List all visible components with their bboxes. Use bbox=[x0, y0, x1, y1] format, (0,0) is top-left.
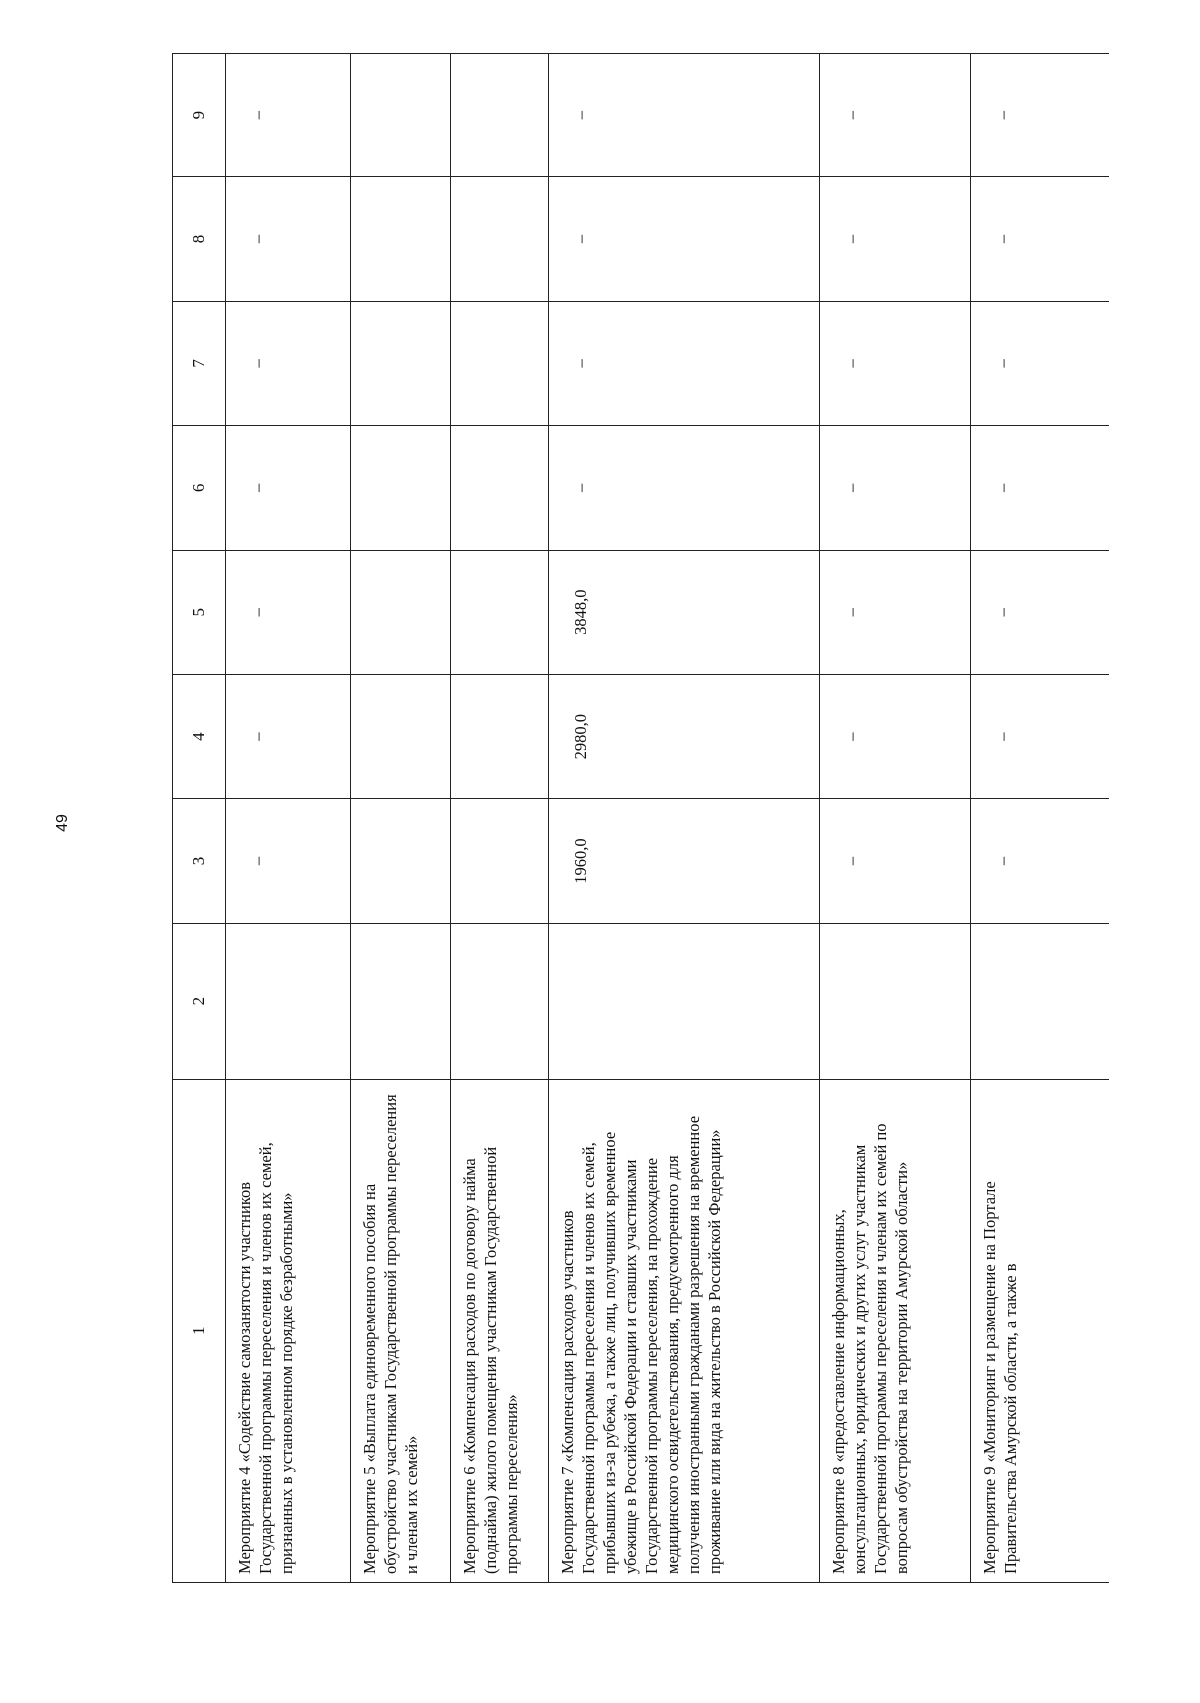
value-cell bbox=[226, 923, 351, 1079]
value-cell bbox=[351, 54, 451, 177]
value-cell bbox=[351, 177, 451, 301]
value-cell bbox=[351, 674, 451, 798]
table-row bbox=[820, 54, 971, 1583]
table-row bbox=[451, 54, 549, 1583]
value-cell bbox=[971, 923, 1110, 1079]
value-cell: – bbox=[226, 54, 351, 177]
value-cell: – bbox=[971, 550, 1110, 674]
value-cell: – bbox=[226, 301, 351, 425]
value-cell: – bbox=[971, 799, 1110, 923]
value-cell: – bbox=[226, 550, 351, 674]
table-frame bbox=[172, 53, 1109, 1583]
value-cell: – bbox=[820, 54, 971, 177]
value-cell: – bbox=[971, 54, 1110, 177]
value-cell: 1960,0 bbox=[549, 799, 820, 923]
row-description: Мероприятие 4 «Содействие самозанятости участников Государственной программы переселения и членов их семей, признанных в установленном порядке безработными» bbox=[226, 1079, 351, 1582]
value-cell: 3848,0 bbox=[549, 550, 820, 674]
page-number: 49 bbox=[54, 814, 71, 832]
value-cell bbox=[451, 426, 549, 550]
schedule-table bbox=[172, 53, 1109, 1583]
value-cell: – bbox=[226, 674, 351, 798]
table-row bbox=[351, 54, 451, 1583]
row-description: Мероприятие 9 «Мониторинг и размещение на Портале Правительства Амурской области, а также в bbox=[971, 1079, 1110, 1582]
header-cell: 2 bbox=[173, 923, 226, 1079]
value-cell bbox=[820, 923, 971, 1079]
row-description: Мероприятие 5 «Выплата единовременного пособия на обустройство участникам Государственной программы переселения и членам их семей» bbox=[351, 1079, 451, 1582]
value-cell bbox=[451, 674, 549, 798]
value-cell: – bbox=[226, 426, 351, 550]
value-cell: – bbox=[226, 177, 351, 301]
value-cell: – bbox=[820, 301, 971, 425]
value-cell: – bbox=[549, 54, 820, 177]
value-cell bbox=[451, 301, 549, 425]
table-header-row bbox=[173, 54, 226, 1583]
rotated-table-container bbox=[172, 53, 1109, 1583]
header-cell: 7 bbox=[173, 301, 226, 425]
value-cell bbox=[451, 799, 549, 923]
value-cell: 2980,0 bbox=[549, 674, 820, 798]
value-cell bbox=[451, 550, 549, 674]
header-cell: 8 bbox=[173, 177, 226, 301]
row-description: Мероприятие 8 «предоставление информационных, консультационных, юридических и других услуг участникам Государственной программы переселения и членам их семей по вопросам обустройства на территории Амурской области» bbox=[820, 1079, 971, 1582]
value-cell: – bbox=[971, 301, 1110, 425]
value-cell: – bbox=[971, 426, 1110, 550]
value-cell: – bbox=[226, 799, 351, 923]
value-cell: – bbox=[820, 799, 971, 923]
row-description: Мероприятие 6 «Компенсация расходов по договору найма (поднайма) жилого помещения участникам Государственной программы переселения» bbox=[451, 1079, 549, 1582]
value-cell: – bbox=[820, 674, 971, 798]
value-cell bbox=[549, 923, 820, 1079]
table-row bbox=[226, 54, 351, 1583]
value-cell: – bbox=[549, 426, 820, 550]
header-cell: 4 bbox=[173, 674, 226, 798]
value-cell bbox=[451, 54, 549, 177]
value-cell: – bbox=[549, 301, 820, 425]
row-description: Мероприятие 7 «Компенсация расходов участников Государственной программы переселения и членов их семей, прибывших из-за рубежа, а также лиц, получивших временное убежище в Российской Федерации и ставших участниками Государственной программы переселения, на прохождение медицинского освидетельствования, предусмотренного для получения иностранными гражданами разрешения на временное проживание или вида на жительство в Российской Федерации» bbox=[549, 1079, 820, 1582]
header-cell: 3 bbox=[173, 799, 226, 923]
value-cell bbox=[351, 301, 451, 425]
value-cell: – bbox=[971, 674, 1110, 798]
value-cell: – bbox=[549, 177, 820, 301]
value-cell: – bbox=[971, 177, 1110, 301]
value-cell: – bbox=[820, 550, 971, 674]
value-cell bbox=[351, 426, 451, 550]
value-cell bbox=[351, 799, 451, 923]
header-cell: 1 bbox=[173, 1079, 226, 1582]
value-cell bbox=[451, 177, 549, 301]
table-row bbox=[971, 54, 1110, 1583]
table-row bbox=[549, 54, 820, 1583]
header-cell: 5 bbox=[173, 550, 226, 674]
value-cell bbox=[351, 923, 451, 1079]
header-cell: 9 bbox=[173, 54, 226, 177]
value-cell bbox=[351, 550, 451, 674]
value-cell: – bbox=[820, 177, 971, 301]
value-cell bbox=[451, 923, 549, 1079]
header-cell: 6 bbox=[173, 426, 226, 550]
value-cell: – bbox=[820, 426, 971, 550]
